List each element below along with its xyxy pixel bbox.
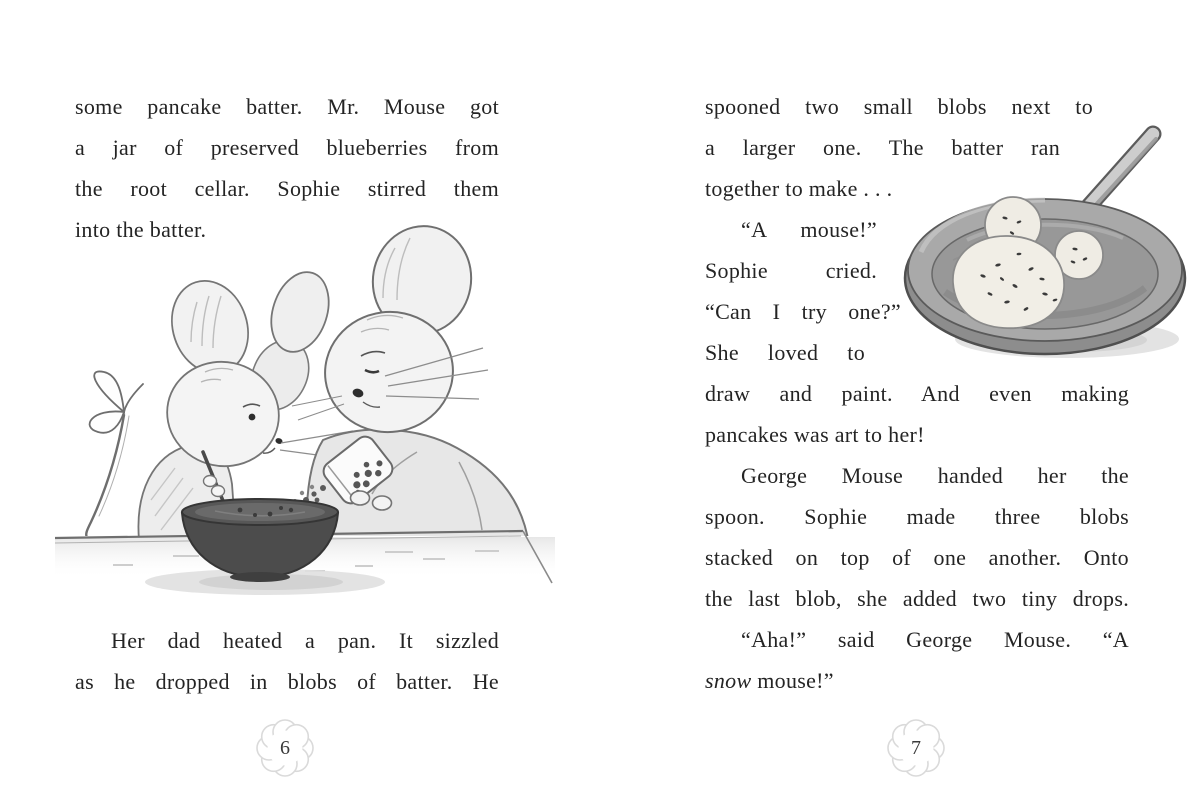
text-line: a larger one. The batter ran <box>705 135 1060 160</box>
text-line: stacked on top of one another. Onto <box>705 545 1129 570</box>
text-line: pancakes was art to her! <box>705 422 925 447</box>
text-line: Her dad heated a pan. It sizzled <box>111 628 499 653</box>
text-line: “Aha!” said George Mouse. “A <box>741 627 1129 652</box>
text-line: Sophie cried. <box>705 258 877 283</box>
page-number-badge-right <box>887 719 945 777</box>
text-line: the root cellar. Sophie stirred them <box>75 176 499 201</box>
text-line: spoon. Sophie made three blobs <box>705 504 1129 529</box>
text-line: She loved to <box>705 340 865 365</box>
page-number: 7 <box>911 736 921 759</box>
text-line: spooned two small blobs next to <box>705 94 1093 119</box>
text-line: the last blob, she added two tiny drops. <box>705 586 1129 611</box>
line-rest: mouse!” <box>751 668 834 693</box>
text-line: some pancake batter. Mr. Mouse got <box>75 94 499 119</box>
text-line: “A mouse!” <box>741 217 877 242</box>
text-line <box>705 660 834 701</box>
text-line: “Can I try one?” <box>705 299 901 324</box>
italic-word: snow <box>705 668 752 693</box>
text-line: together to make . . . <box>705 176 893 201</box>
text-line: into the batter. <box>75 217 207 242</box>
text-line: a jar of preserved blueberries from <box>75 135 499 160</box>
text-line: George Mouse handed her the <box>741 463 1129 488</box>
page-number-badge-left <box>256 719 314 777</box>
text-line: draw and paint. And even making <box>705 381 1129 406</box>
page-number: 6 <box>280 736 290 759</box>
text-line: as he dropped in blobs of batter. He <box>75 669 499 694</box>
illustration-mice-mixing-batter <box>55 200 575 625</box>
sophie-tail-bow-icon <box>86 371 143 538</box>
